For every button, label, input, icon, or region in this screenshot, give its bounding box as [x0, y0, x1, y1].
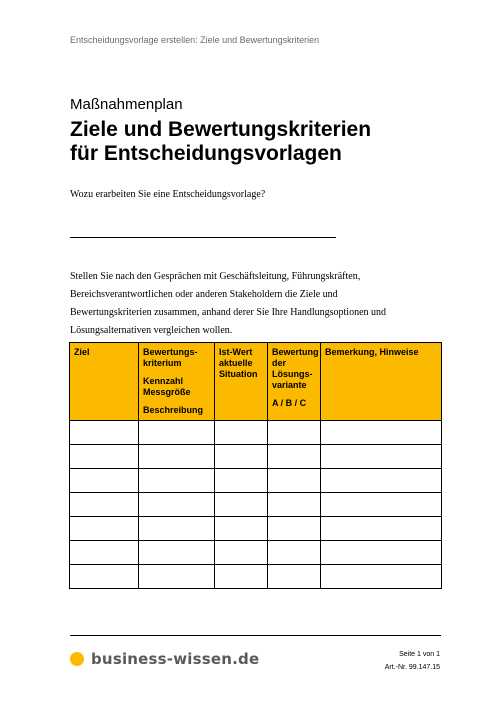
- question-text: Wozu erarbeiten Sie eine Entscheidungsvorlage?: [70, 189, 266, 200]
- table-row: [70, 469, 442, 493]
- running-header: Entscheidungsvorlage erstellen: Ziele und Bewertungskriterien: [70, 35, 320, 45]
- table-cell[interactable]: [268, 565, 321, 589]
- column-header-ziel: [70, 343, 139, 421]
- table-cell[interactable]: [321, 541, 442, 565]
- header-text: Ziel: [74, 347, 90, 357]
- header-text: variante: [272, 380, 307, 390]
- logo-dot-icon: [70, 652, 84, 666]
- table-cell[interactable]: [268, 421, 321, 445]
- table-row: [70, 445, 442, 469]
- table-cell[interactable]: [268, 469, 321, 493]
- table-row: [70, 493, 442, 517]
- table-header-row: [70, 343, 442, 421]
- header-text: Kennzahl: [143, 376, 184, 386]
- header-text: aktuelle: [219, 358, 253, 368]
- brand-logo[interactable]: [70, 650, 259, 668]
- intro-paragraph: [70, 268, 400, 340]
- intro-line: Bewertungskriterien zusammen, anhand derer Sie Ihre Handlungsoptionen und: [70, 307, 387, 318]
- header-text: kriterium: [143, 358, 182, 368]
- page-number: Seite 1 von 1: [399, 651, 440, 658]
- table-cell[interactable]: [215, 469, 268, 493]
- table-cell[interactable]: [70, 421, 139, 445]
- header-text: Bewertung: [272, 347, 319, 357]
- criteria-table: [69, 342, 442, 589]
- table-cell[interactable]: [70, 517, 139, 541]
- column-header-bewertungskriterium: [139, 343, 215, 421]
- title-line-1: Ziele und Bewertungskriterien: [70, 118, 372, 141]
- header-text: Situation: [219, 369, 258, 379]
- table-cell[interactable]: [215, 565, 268, 589]
- table-cell[interactable]: [139, 565, 215, 589]
- header-text: A / B / C: [272, 398, 307, 408]
- table-cell[interactable]: [321, 469, 442, 493]
- column-header-bewertung: [268, 343, 321, 421]
- intro-line: Lösungsalternativen vergleichen wollen.: [70, 325, 233, 336]
- table-cell[interactable]: [215, 421, 268, 445]
- table-cell[interactable]: [268, 445, 321, 469]
- table-cell[interactable]: [321, 565, 442, 589]
- table-row: [70, 517, 442, 541]
- footer-divider: [70, 635, 441, 636]
- table-cell[interactable]: [70, 445, 139, 469]
- brand-name: business-wissen.de: [91, 650, 260, 668]
- table-cell[interactable]: [70, 493, 139, 517]
- table-cell[interactable]: [139, 445, 215, 469]
- document-category: Maßnahmenplan: [70, 96, 183, 113]
- header-text: der: [272, 358, 287, 368]
- table-cell[interactable]: [321, 445, 442, 469]
- table-cell[interactable]: [215, 493, 268, 517]
- table-cell[interactable]: [139, 541, 215, 565]
- header-text: Lösungs-: [272, 369, 313, 379]
- title-line-2: für Entscheidungsvorlagen: [70, 142, 342, 165]
- page-title: [70, 118, 371, 166]
- intro-line: Bereichsverantwortlichen oder anderen Stakeholdern die Ziele und: [70, 289, 338, 300]
- table-cell[interactable]: [268, 517, 321, 541]
- page-info: [385, 648, 440, 674]
- table-cell[interactable]: [321, 517, 442, 541]
- header-text: Bewertungs-: [143, 347, 198, 357]
- header-text: Ist-Wert: [219, 347, 253, 357]
- table-cell[interactable]: [139, 493, 215, 517]
- table-cell[interactable]: [268, 493, 321, 517]
- table-cell[interactable]: [215, 541, 268, 565]
- intro-line: Stellen Sie nach den Gesprächen mit Geschäftsleitung, Führungskräften,: [70, 271, 361, 282]
- table-cell[interactable]: [70, 469, 139, 493]
- table-cell[interactable]: [321, 421, 442, 445]
- answer-line[interactable]: [70, 237, 336, 238]
- column-header-bemerkung: [321, 343, 442, 421]
- table-cell[interactable]: [268, 541, 321, 565]
- table-cell[interactable]: [70, 565, 139, 589]
- table-cell[interactable]: [139, 469, 215, 493]
- table-row: [70, 541, 442, 565]
- header-text: Bemerkung, Hinweise: [325, 347, 419, 357]
- header-text: Messgröße: [143, 387, 191, 397]
- table-row: [70, 565, 442, 589]
- column-header-ist-wert: [215, 343, 268, 421]
- table-cell[interactable]: [139, 421, 215, 445]
- table-cell[interactable]: [215, 445, 268, 469]
- table-row: [70, 421, 442, 445]
- article-number: Art.-Nr. 99.147.15: [384, 664, 440, 671]
- header-text: Beschreibung: [143, 405, 204, 415]
- table-cell[interactable]: [321, 493, 442, 517]
- table-cell[interactable]: [139, 517, 215, 541]
- table-cell[interactable]: [70, 541, 139, 565]
- table-cell[interactable]: [215, 517, 268, 541]
